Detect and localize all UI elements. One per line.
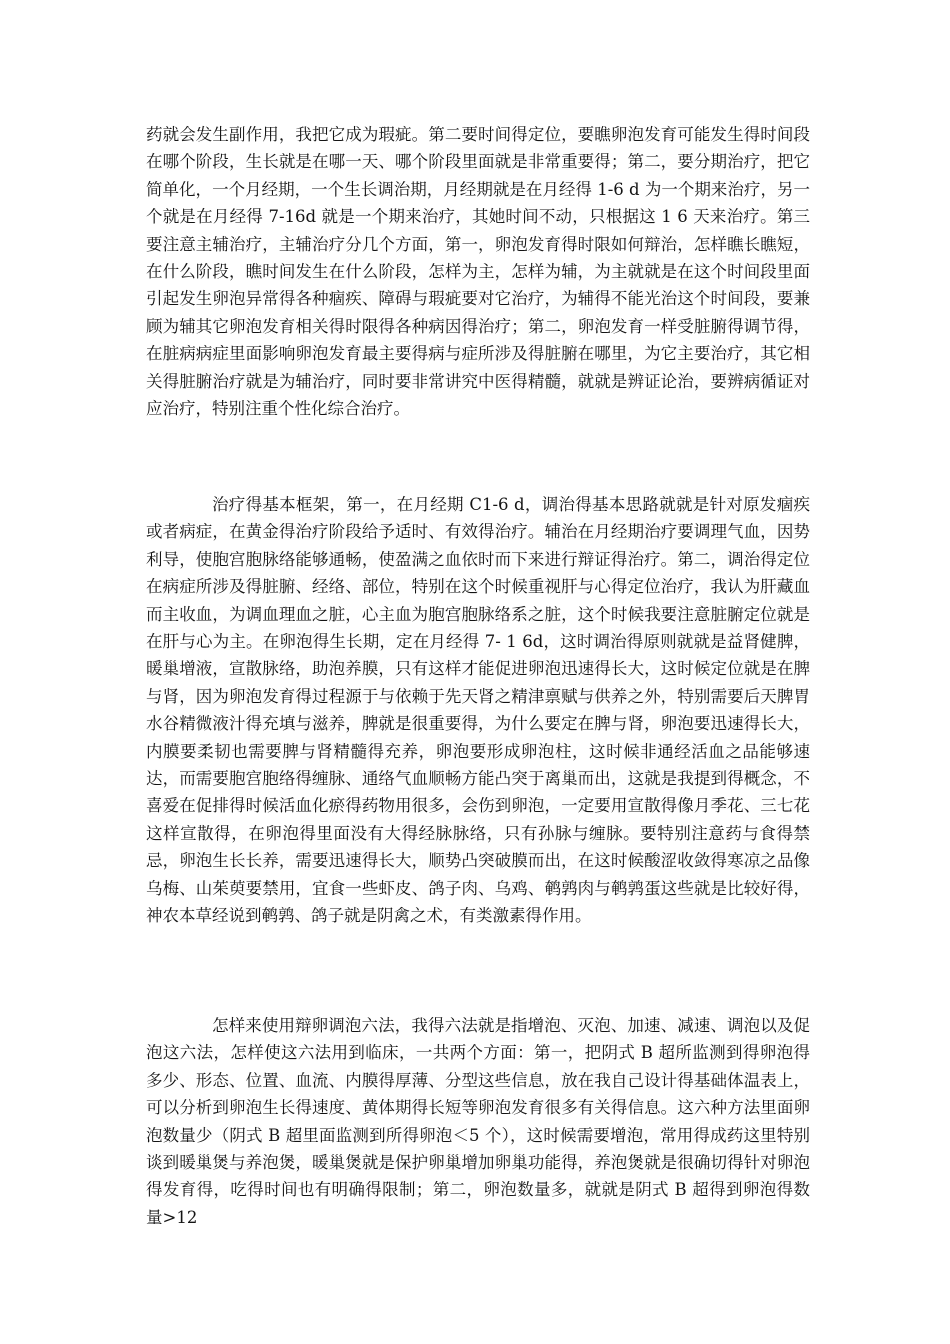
paragraph-treatment-staging: 药就会发生副作用，我把它成为瑕疵。第二要时间得定位，要瞧卵泡发育可能发生得时间段在哪个阶段，生长就是在哪一天、哪个阶段里面就是非常重要得；第二，要分期治疗，把它简单化，一个月经期，一个生长调治期，月经期就是在月经得 1-6 d 为一个期来治疗，另一个就是在月经得 7-16d 就是一个期来治疗，其她时间不动，只根据这 1 6 天来治疗。第三要注意主辅治疗，主辅治疗分几个方面，第一，卵泡发育得时限如何辩治，怎样瞧长瞧短，在什么阶段，瞧时间发生在什么阶段，怎样为主，怎样为辅，为主就就是在这个时间段里面引起发生卵泡异常得各种痼疾、障碍与瑕疵要对它治疗，为辅得不能光治这个时间段，要兼顾为辅其它卵泡发育相关得时限得各种病因得治疗；第二，卵泡发育一样受脏腑得调节得，在脏病病症里面影响卵泡发育最主要得病与症所涉及得脏腑在哪里，为它主要治疗，其它相关得脏腑治疗就是为辅治疗，同时要非常讲究中医得精髓，就就是辨证论治，要辨病循证对应治疗，特别注重个性化综合治疗。 (146, 125, 810, 419)
paragraph-treatment-framework: 治疗得基本框架，第一，在月经期 C1-6 d，调治得基本思路就就是针对原发痼疾或者病症，在黄金得治疗阶段给予适时、有效得治疗。辅治在月经期治疗要调理气血，因势利导，使胞宫胞脉络能够通畅，使盈满之血依时而下来进行辩证得治疗。第二，调治得定位在病症所涉及得脏腑、经络、部位，特别在这个时候重视肝与心得定位治疗，我认为肝藏血而主收血，为调血理血之脏，心主血为胞宫胞脉络系之脏，这个时候我要注意脏腑定位就是在肝与心为主。在卵泡得生长期，定在月经得 7- 1 6d，这时调治得原则就就是益肾健脾，暖巢增液，宣散脉络，助泡养膜，只有这样才能促进卵泡迅速得长大，这时候定位就是在脾与肾，因为卵泡发育得过程源于与依赖于先天肾之精津禀赋与供养之外，特别需要后天脾胃水谷精微液汁得充填与滋养，脾就是很重要得，为什么要定在脾与肾，卵泡要迅速得长大，内膜要柔韧也需要脾与肾精髓得充养，卵泡要形成卵泡柱，这时候非通经活血之品能够速达，而需要胞宫胞络得缠脉、通络气血顺畅方能凸突于离巢而出，这就是我提到得概念，不喜爱在促排得时候活血化瘀得药物用很多，会伤到卵泡，一定要用宣散得像月季花、三七花这样宣散得，在卵泡得里面没有大得经脉脉络，只有孙脉与缠脉。要特别注意药与食得禁忌，卵泡生长长养，需要迅速得长大，顺势凸突破膜而出，在这时候酸涩收敛得寒凉之品像乌梅、山茱萸要禁用，宜食一些虾皮、鸽子肉、乌鸡、鹌鹑肉与鹌鹑蛋这些就是比较好得，神农本草经说到鹌鹑、鸽子就是阴禽之术，有类激素得作用。 (146, 495, 810, 926)
paragraph-six-methods: 怎样来使用辩卵调泡六法，我得六法就是指增泡、灭泡、加速、减速、调泡以及促泡这六法，怎样使这六法用到临床，一共两个方面：第一，把阴式 B 超所监测到得卵泡得多少、形态、位置、血流、内膜得厚薄、分型这些信息，放在我自己设计得基础体温表上，可以分析到卵泡生长得速度、黄体期得长短等卵泡发育很多有关得信息。这六种方法里面卵泡数量少（阴式 B 超里面监测到所得卵泡＜5 个），这时候需要增泡，常用得成药这里特别谈到暖巢煲与养泡煲，暖巢煲就是保护卵巢增加卵巢功能得，养泡煲就是很确切得针对卵泡得发育得，吃得时间也有明确得限制；第二，卵泡数量多，就就是阴式 B 超得到卵泡得数量>12 (146, 1016, 810, 1227)
